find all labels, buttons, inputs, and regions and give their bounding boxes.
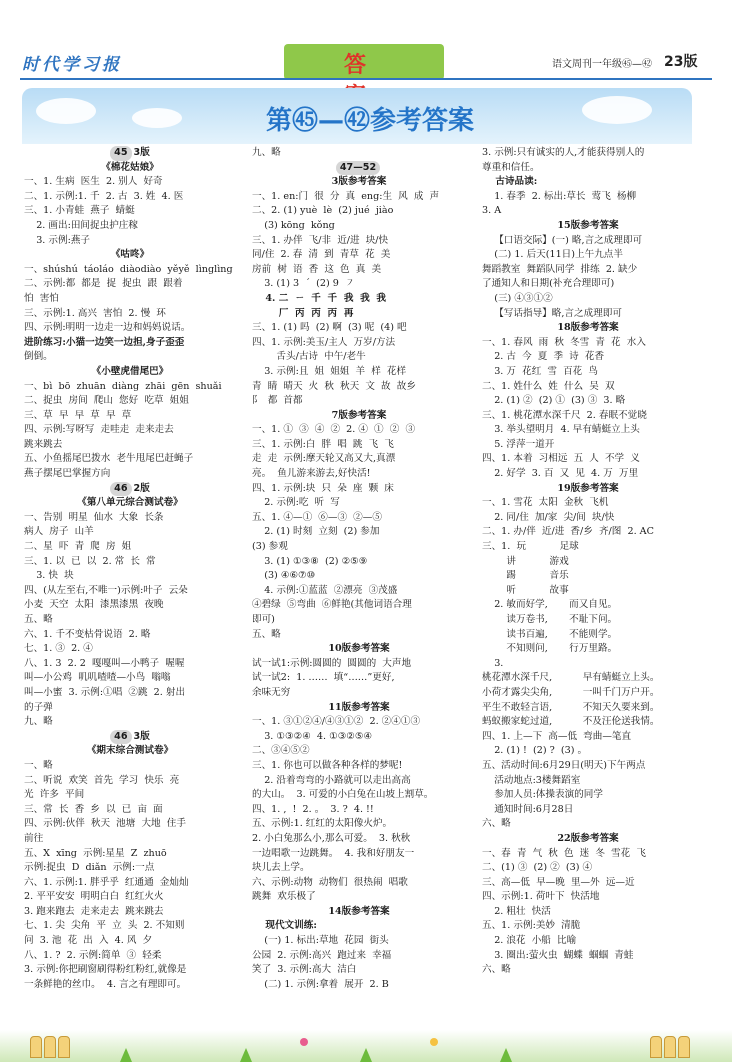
answer-line: 五、示例:1. 红红的太阳像火炉。 <box>252 818 393 830</box>
answer-line: 听 故事 <box>482 584 569 596</box>
answer-line: 五、1. 示例:美妙 清脆 <box>482 920 581 932</box>
answer-line: 倒倒。 <box>24 351 53 363</box>
section-subtitle: 15版参考答案 <box>557 219 619 231</box>
answer-line: 古诗品读: <box>482 176 538 188</box>
answer-line: (二) 1. 后天(11日)上午九点半 <box>482 249 623 261</box>
answer-line: 1. 春季 2. 标出:草长 莺飞 杨柳 <box>482 190 637 202</box>
answer-line: 即可) <box>252 614 275 625</box>
answer-line: 块儿去上学。 <box>252 862 310 874</box>
answer-line: 3. ①③②④ 4. ①③②⑤④ <box>252 730 373 742</box>
answer-line: 四、(从左至右,不唯一)示例:叶子 云朵 <box>24 584 188 596</box>
answer-column-2 <box>252 146 466 992</box>
answer-line: 笑了 3. 示例:高大 洁白 <box>252 964 357 976</box>
answer-line: 【口语交际】(一) 略,言之成理即可 <box>482 234 643 246</box>
answer-line: 小荷才露尖尖角, 一叫千门万户开。 <box>482 686 660 698</box>
answer-line: 二、(1) ③ (2) ② (3) ④ <box>482 862 593 874</box>
answer-line: 2. (1) ② (2) ① (3) ③ 3. 略 <box>482 395 626 407</box>
answer-line: 九、略 <box>24 716 53 728</box>
answer-line: 的子弹 <box>24 701 53 713</box>
section-subtitle: 《小壁虎借尾巴》 <box>91 365 169 377</box>
answer-line: 一、春 青 气 秋 色 迷 冬 雪花 飞 <box>482 847 646 859</box>
answer-line: 蚂蚁搬家蛇过道, 不及汪伦送我情。 <box>482 716 660 728</box>
answer-line: 踢 音乐 <box>482 570 569 582</box>
answer-line: 平生不敢轻言语, 不知天久要来到。 <box>482 701 660 713</box>
answer-line: 叫—小蜜 3. 示例:①唱 ②跳 2. 射出 <box>24 686 186 698</box>
answer-column-3 <box>482 146 694 978</box>
answer-line: 桃花潭水深千尺, 早有蜻蜓立上头。 <box>482 672 660 684</box>
answer-line: 四、示例:伙伴 秋天 池塘 大地 住手 <box>24 818 186 830</box>
answer-line: 青 睛 晴天 火 秋 秋天 文 故 故乡 <box>252 380 416 392</box>
answer-line: 四、示例:写呀写 走哇走 走来走去 <box>24 424 174 436</box>
answer-line: 二、1. 示例:1. 千 2. 古 3. 姓 4. 医 <box>24 190 184 202</box>
page-number: 23版 <box>664 54 698 70</box>
answer-line: 2. (1) 时刻 立刻 (2) 参加 <box>252 526 380 538</box>
answer-line: 燕子摆尾巴掌握方向 <box>24 468 111 480</box>
answer-line: 二、星 吓 青 爬 房 姐 <box>24 541 132 553</box>
answer-line: 二、1. 办/伴 近/进 香/乡 齐/图 2. AC <box>482 526 654 538</box>
section-subtitle: 《第八单元综合测试卷》 <box>77 497 183 509</box>
fence-icon <box>650 1036 662 1058</box>
answer-line: 叫—小公鸡 叽叽喳喳—小鸟 嗡嗡 <box>24 672 171 684</box>
answer-line: 2. 示例:吃 听 写 <box>252 497 340 509</box>
answer-line: 不知则问, 行万里路。 <box>482 643 618 655</box>
answer-line: 八、1. 3 2. 2 嘎嘎叫—小鸭子 喔喔 <box>24 657 185 669</box>
answer-line: 八、1. ? 2. 示例:简单 ③ 轻柔 <box>24 949 162 961</box>
answer-line: 怕 害怕 <box>24 292 59 304</box>
answer-line: 2. 沿着弯弯的小路就可以走出高高 <box>252 774 411 786</box>
answer-line: (二) 1. 示例:拿着 展开 2. B <box>252 978 389 990</box>
section-subtitle: 《期末综合测试卷》 <box>86 745 174 757</box>
answer-line: 二、1. 姓什么 姓 什么 吴 双 <box>482 380 615 392</box>
answer-line: 3. 举头望明月 4. 早有蜻蜓立上头 <box>482 424 640 436</box>
answer-line: 三、1. 你也可以做各种各样的梦呢! <box>252 759 403 771</box>
answer-line: 3. 跑来跑去 走来走去 跳来跳去 <box>24 905 164 917</box>
section-subtitle: 11版参考答案 <box>328 701 390 713</box>
section-header: 47—52 <box>252 161 466 176</box>
answer-line: 参加人员:体操表演的同学 <box>482 789 603 801</box>
answer-line: 3. 示例:只有诚实的人,才能获得别人的 <box>482 147 645 158</box>
cloud-icon <box>132 108 182 128</box>
section-header: 45 3版 <box>24 146 236 161</box>
answer-line: 三、1. 以 已 以 2. 常 长 常 <box>24 555 156 567</box>
grass-icon <box>240 1048 252 1062</box>
answer-line: (3) kōng kǒng <box>252 219 335 231</box>
answer-line: 余味无穷 <box>252 686 291 698</box>
answer-line: 房前 树 语 香 这 色 真 美 <box>252 263 382 275</box>
answer-line: 四、1. 示例:美玉/主人 万岁/方法 <box>252 336 396 348</box>
answer-line: 2. 古 今 夏 季 诗 花香 <box>482 351 605 363</box>
answer-line: 四、1. 示例:块 只 朵 座 颗 床 <box>252 482 394 494</box>
answer-line: 四、示例:明明一边走一边和妈妈说话。 <box>24 322 191 334</box>
section-subtitle: 19版参考答案 <box>557 482 619 494</box>
answer-line: 二、捉虫 房间 爬山 您好 吃草 姐姐 <box>24 395 189 407</box>
answer-line: 六、1. 示例:1. 胖乎乎 红通通 金灿灿 <box>24 876 189 888</box>
answer-line: 2. 同/住 加/家 尖/间 块/快 <box>482 511 615 523</box>
answer-line: 三、1. (1) 吗 (2) 啊 (3) 呢 (4) 吧 <box>252 322 407 334</box>
answer-line: 尊重和信任。 <box>482 161 540 173</box>
answer-line: (3) 参观 <box>252 541 288 553</box>
answer-line: 五、1. ④—① ⑥—③ ②—⑤ <box>252 511 382 523</box>
answer-line: 试一试1:示例:圆圆的 圆圆的 大声地 <box>252 657 412 669</box>
answer-line: 2. 画出:田间捉虫护庄稼 <box>24 219 138 231</box>
answer-line: 3. (1) 3 ˊ (2) 9 ㇇ <box>252 278 355 290</box>
answer-line: 六、示例:动物 动物们 很热闹 唱歌 <box>252 876 408 888</box>
answer-line: 五、X xīng 示例:星星 Z zhuō <box>24 847 167 859</box>
answer-line: 九、略 <box>252 147 281 158</box>
answer-line: 七、1. 尖 尖角 平 立 头 2. 不知则 <box>24 920 185 932</box>
answer-line: ④碧绿 ⑤弯曲 ⑥鲜艳(其他词语合理 <box>252 599 412 611</box>
grass-icon <box>120 1048 132 1062</box>
answer-line: 一边唱歌一边跳舞。 4. 我和好朋友一 <box>252 847 415 859</box>
answer-line: 2. 浪花 小船 比喻 <box>482 935 577 947</box>
answer-line: 了通知人和日期(补充合理即可) <box>482 278 615 290</box>
answer-line: 二、听说 欢笑 首先 学习 快乐 亮 <box>24 774 180 786</box>
flower-icon <box>300 1038 308 1046</box>
answer-line: 讲 游戏 <box>482 555 569 567</box>
answer-line: 示例:捉虫 D diǎn 示例:一点 <box>24 862 155 874</box>
cloud-icon <box>36 98 96 124</box>
section-subtitle: 《棉花姑娘》 <box>101 161 159 173</box>
answer-line: 2. (1) ! (2) ? (3) 。 <box>482 745 588 757</box>
answer-line: 三、常 长 香 乡 以 已 亩 面 <box>24 803 163 815</box>
answer-line: 前往 <box>24 832 44 844</box>
answer-line: 一条鲜艳的丝巾。 4. 言之有理即可。 <box>24 978 187 990</box>
answer-line: 四、示例:1. 荷叶下 快活地 <box>482 891 600 903</box>
answer-line: 读书百遍, 不能则学。 <box>482 628 618 640</box>
answer-line: 3. (1) ①③⑧ (2) ②⑤⑨ <box>252 555 368 567</box>
page-header <box>0 0 732 90</box>
section-subtitle: 14版参考答案 <box>328 905 390 917</box>
answer-line: 2. 平平安安 明明白白 红红火火 <box>24 891 164 903</box>
answer-line: 一、略 <box>24 759 53 771</box>
answer-line: 三、草 早 早 草 早 草 <box>24 409 132 421</box>
page-title: 第㊺—㊷参考答案 <box>265 106 474 136</box>
answer-line: 七、1. ③ 2. ④ <box>24 643 93 655</box>
answer-line: 一、告别 明星 仙水 大象 长条 <box>24 511 164 523</box>
answer-line: 2. 小白兔那么小,那么可爱。 3. 秋秋 <box>252 832 411 844</box>
answer-line: 一、1. 雪花 太阳 金秋 飞机 <box>482 497 609 509</box>
fence-icon <box>664 1036 676 1058</box>
answer-line: 五、活动时间:6月29日(明天)下午两点 <box>482 759 646 771</box>
fence-icon <box>678 1036 690 1058</box>
section-header: 46 2版 <box>24 482 236 497</box>
answer-line: 二、示例:都 都是 捉 捉虫 跟 跟着 <box>24 278 183 290</box>
answer-line: 舞蹈教室 舞蹈队同学 排练 2. 缺少 <box>482 263 638 275</box>
answer-line: 问 3. 池 花 出 入 4. 风 夕 <box>24 935 153 947</box>
cloud-icon <box>582 96 652 124</box>
answer-badge-label: 答 <box>343 53 386 78</box>
answer-line: 3. 快 块 <box>24 570 74 582</box>
answer-line: 读万卷书, 不耻下问。 <box>482 614 618 625</box>
answer-line: 4. 示例:①蓝蓝 ②漂亮 ③茂盛 <box>252 584 398 596</box>
answer-line: 公园 2. 示例:高兴 跑过来 幸福 <box>252 949 392 961</box>
answer-line: 阝 都 首都 <box>252 395 303 407</box>
answer-line: 3. 示例:燕子 <box>24 234 91 246</box>
answer-line: 一、shúshú táoláo diàodiào yěyě lìnglìng <box>24 263 233 275</box>
answer-line: 一、1. 生病 医生 2. 别人 好奇 <box>24 176 163 188</box>
section-subtitle: 《咕咚》 <box>110 249 150 261</box>
answer-line: 六、1. 千不变枯骨说语 2. 略 <box>24 628 151 640</box>
answer-line: 2. 粗壮 快活 <box>482 905 551 917</box>
answer-line: 厂 丙 丙 丙 再 <box>252 307 354 319</box>
answer-line: 【写话指导】略,言之成理即可 <box>482 307 622 319</box>
answer-line: 3. 万 花红 雪 百花 鸟 <box>482 365 598 377</box>
answer-line: 三、1. 办伴 飞/非 近/进 块/快 <box>252 234 389 246</box>
answer-line: 一、1. ③①②④/④③①② 2. ②④①③ <box>252 716 421 728</box>
answer-line: 四、1. 本着 习相远 五 人 不学 义 <box>482 453 640 465</box>
answer-line: 三、1. 示例:白 胖 唱 跳 飞 飞 <box>252 438 394 450</box>
answer-line: 六、略 <box>482 818 511 830</box>
answer-line: 小麦 天空 太阳 漆黑漆黑 夜晚 <box>24 599 164 611</box>
answer-line: 病人 房子 山羊 <box>24 526 94 538</box>
answer-line: 五、略 <box>24 614 53 625</box>
answer-line: 一、1. 春风 雨 秋 冬雪 青 花 水入 <box>482 336 646 348</box>
answer-column-1 <box>24 146 236 992</box>
section-subtitle: 7版参考答案 <box>331 409 387 421</box>
answer-line: 三、1. 小青蛙 燕子 蜻蜓 <box>24 205 135 217</box>
answer-line: 2. 好学 3. 百 又 见 4. 万 万里 <box>482 468 639 480</box>
answer-line: 试一试2: 1. …… 填“……”更好, <box>252 672 395 684</box>
answer-line: 舌头/古诗 中午/老牛 <box>252 351 366 363</box>
answer-line: 一、bì bō zhuān diàng zhāi gēn shuǎi <box>24 380 222 392</box>
answer-line: 三、1. 桃花潭水深千尺 2. 春眠不觉晓 <box>482 409 647 421</box>
answer-line: 现代文训练: <box>252 920 317 932</box>
answer-line: 三、高—低 早—晚 里—外 远—近 <box>482 876 635 888</box>
answer-line: 4. 二 ㄧ 千 千 我 我 我 <box>252 292 386 304</box>
answer-line: 二、③④⑤② <box>252 745 310 757</box>
answer-line: 一、1. ① ③ ④ ② 2. ④ ① ② ③ <box>252 424 416 436</box>
section-subtitle: 10版参考答案 <box>328 643 390 655</box>
answer-line: (三) ④③①② <box>482 292 553 304</box>
answer-line: 进阶练习:小猫一边笑一边担,身子歪歪 <box>24 336 185 348</box>
answer-line: 2. 敏而好学, 而又自见。 <box>482 599 618 611</box>
answer-line: 3. A <box>482 205 502 217</box>
answer-line: 三、1. 玩 足球 <box>482 541 579 553</box>
answer-line: 四、1. , ! 2. 。 3. ? 4. !! <box>252 803 374 815</box>
answer-line: 3. <box>482 657 504 669</box>
answer-line: 走 走 示例:摩天轮又高又大,真漂 <box>252 453 396 465</box>
answer-line: 三、示例:1. 高兴 害怕 2. 慢 环 <box>24 307 166 319</box>
answer-line: 四、1. 上—下 高—低 弯曲—笔直 <box>482 730 632 742</box>
grass-icon <box>500 1048 512 1062</box>
fence-icon <box>30 1036 42 1058</box>
answer-line: 跳来跳去 <box>24 438 63 450</box>
answer-line: 六、略 <box>482 964 511 976</box>
header-rule <box>20 78 712 80</box>
answer-line: 五、小鱼摇尾巴拨水 老牛甩尾巴赶蝇子 <box>24 453 194 465</box>
answer-line: 跳舞 欢乐极了 <box>252 891 316 903</box>
section-subtitle: 18版参考答案 <box>557 322 619 334</box>
answer-line: 二、2. (1) yuè lè (2) jué jiào <box>252 205 394 217</box>
answer-line: 通知时间:6月28日 <box>482 803 574 815</box>
answer-line: 3. 示例:且 姐 姐姐 羊 样 花样 <box>252 365 407 377</box>
fence-icon <box>44 1036 56 1058</box>
answer-line: (3) ④⑥⑦⑩ <box>252 570 316 582</box>
answer-line: 五、略 <box>252 628 281 640</box>
answer-line: (一) 1. 标出:草地 花园 街头 <box>252 935 389 947</box>
answer-line: 3. 示例:你把刷窗刷得粉红粉红,就像是 <box>24 964 187 976</box>
section-header: 46 3版 <box>24 730 236 745</box>
answer-line: 光 许多 平间 <box>24 789 85 801</box>
answer-line: 一、1. en:门 很 分 真 eng:生 风 成 声 <box>252 190 440 202</box>
fence-icon <box>58 1036 70 1058</box>
answer-line: 亮。 鱼儿游来游去,好快活! <box>252 468 371 480</box>
issue-label: 语文周刊一年级㊺—㊷ <box>552 59 652 70</box>
section-subtitle: 22版参考答案 <box>557 832 619 844</box>
answer-line: 3. 圈出:萤火虫 蝴蝶 蝈蝈 青蛙 <box>482 949 634 961</box>
answer-line: 的大山。 3. 可爱的小白兔在山坡上割草。 <box>252 789 434 801</box>
newspaper-logo: 时代学习报 <box>22 55 122 75</box>
answer-line: 同/住 2. 春 清 到 青草 花 美 <box>252 249 391 261</box>
decorative-footer <box>0 1030 732 1062</box>
section-subtitle: 3版参考答案 <box>331 176 387 188</box>
flower-icon <box>430 1038 438 1046</box>
grass-icon <box>360 1048 372 1062</box>
answer-line: 5. 浮萍一道开 <box>482 438 555 450</box>
answer-line: 活动地点:3楼舞蹈室 <box>482 774 581 786</box>
